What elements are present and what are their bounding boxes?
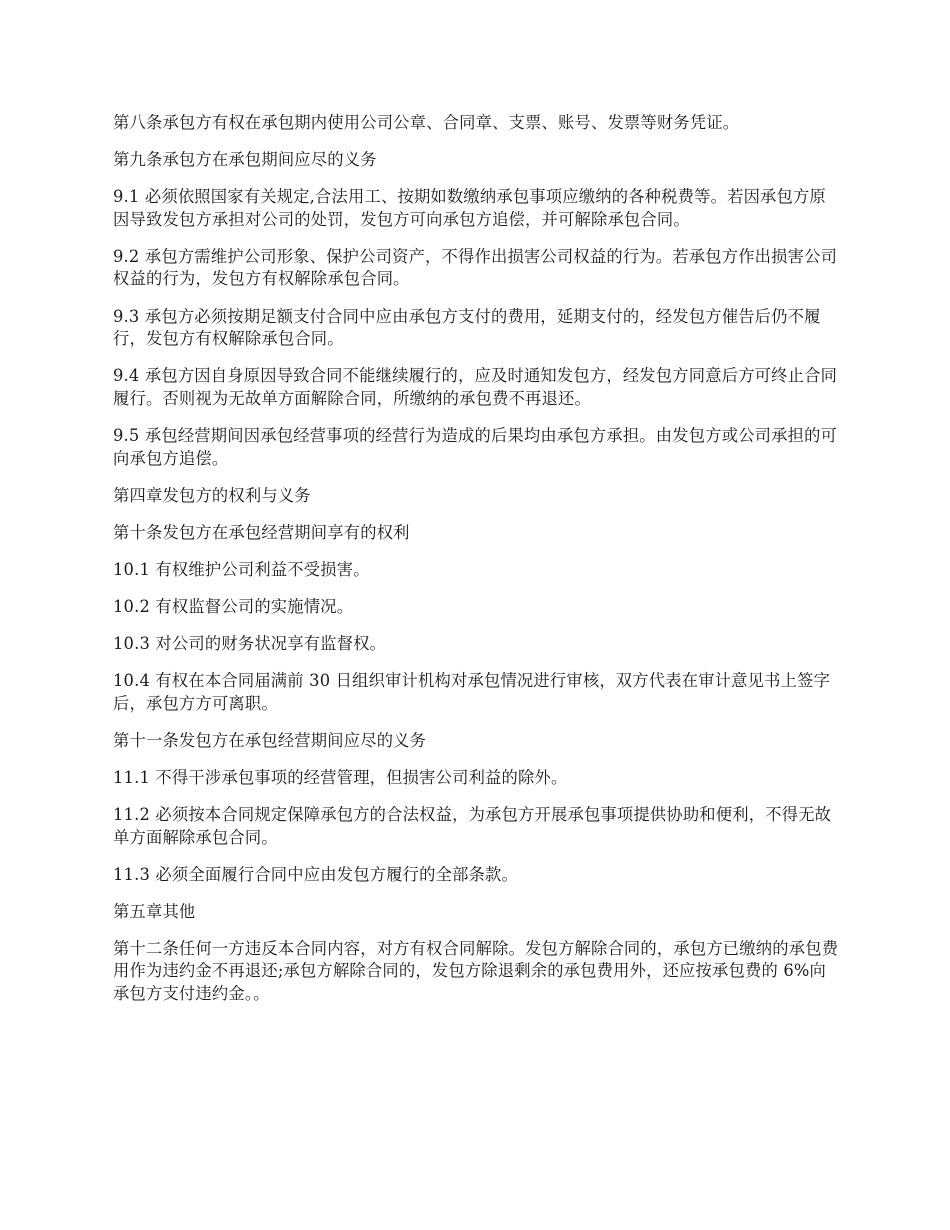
- clause-9-4: 9.4 承包方因自身原因导致合同不能继续履行的，应及时通知发包方，经发包方同意后方可终止合同履行。否则视为无故单方面解除合同，所缴纳的承包费不再退还。: [113, 366, 838, 408]
- clause-9-1: 9.1 必须依照国家有关规定,合法用工、按期如数缴纳承包事项应缴纳的各种税费等。若因承包方原因导致发包方承担对公司的处罚，发包方可向承包方追偿，并可解除承包合同。: [113, 187, 826, 229]
- clause-10-3: 10.3 对公司的财务状况享有监督权。: [113, 634, 387, 653]
- clause-11-1: 11.1 不得干涉承包事项的经营管理，但损害公司利益的除外。: [113, 767, 568, 787]
- clause-9-heading: 第九条承包方在承包期间应尽的义务: [113, 150, 377, 170]
- clause-8: 第八条承包方有权在承包期内使用公司公章、合同章、支票、账号、发票等财务凭证。: [113, 113, 740, 132]
- clause-9-5: 9.5 承包经营期间因承包经营事项的经营行为造成的后果均由承包方承担。由发包方或公司承担的可向承包方追偿。: [113, 425, 838, 468]
- clause-10-1: 10.1 有权维护公司利益不受损害。: [113, 559, 370, 579]
- clause-11-heading: 第十一条发包方在承包经营期间应尽的义务: [113, 730, 427, 750]
- clause-11-3: 11.3 必须全面履行合同中应由发包方履行的全部条款。: [113, 864, 519, 884]
- chapter-4-heading: 第四章发包方的权利与义务: [113, 485, 311, 505]
- chapter-5-heading: 第五章其他: [113, 901, 196, 921]
- clause-9-2: 9.2 承包方需维护公司形象、保护公司资产，不得作出损害公司权益的行为。若承包方作出损害公司权益的行为，发包方有权解除承包合同。: [113, 246, 838, 289]
- document-body: [113, 112, 840, 1020]
- clause-10-2: 10.2 有权监督公司的实施情况。: [113, 596, 354, 616]
- clause-10-heading: 第十条发包方在承包经营期间享有的权利: [113, 522, 410, 542]
- clause-10-4: 10.4 有权在本合同届满前 30 日组织审计机构对承包情况进行审核，双方代表在审计意见书上签字后，承包方方可离职。: [113, 671, 831, 713]
- clause-12: 第十二条任何一方违反本合同内容，对方有权合同解除。发包方解除合同的，承包方已缴纳的承包费用作为违约金不再退还;承包方解除合同的，发包方除退剩余的承包费用外，还应按承包费的 6%向承包方支付违约金。。: [113, 938, 839, 1004]
- clause-9-3: 9.3 承包方必须按期足额支付合同中应由承包方支付的费用，延期支付的，经发包方催告后仍不履行，发包方有权解除承包合同。: [113, 306, 821, 349]
- clause-11-2: 11.2 必须按本合同规定保障承包方的合法权益，为承包方开展承包事项提供协助和便利，不得无故单方面解除承包合同。: [113, 804, 832, 847]
